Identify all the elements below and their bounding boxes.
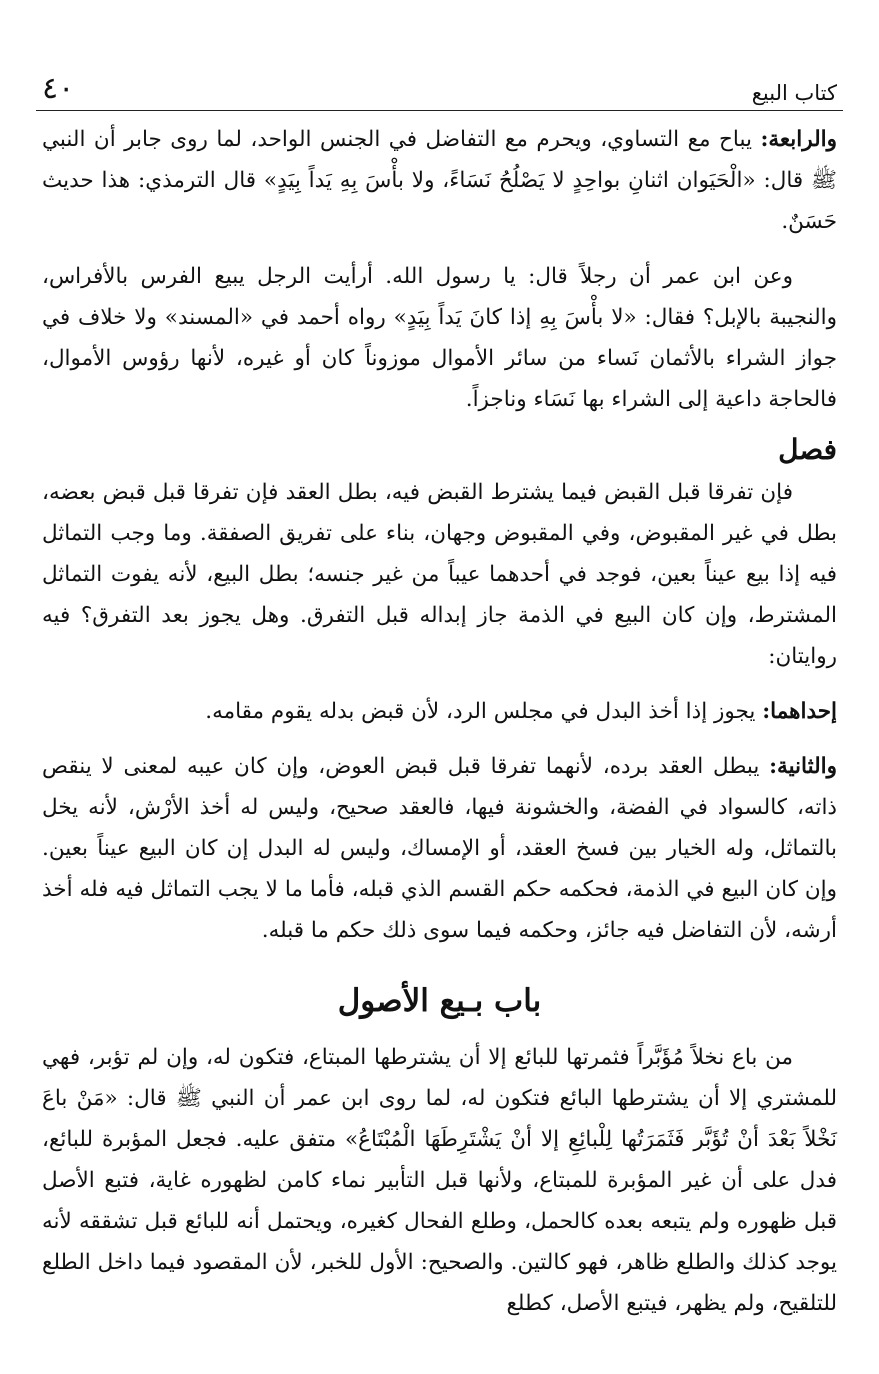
paragraph-separation-before-receipt: فإن تفرقا قبل القبض فيما يشترط القبض فيه، بطل العقد فإن تفرقا قبل قبض بعضه، بطل في غير المقبوض، وفي المقبوض وجهان، بناء على تفريق الصفقة. وما وجب التماثل فيه إذا بيع عيناً بعين، فوجد في أحدهما عيباً من غير جنسه؛ بطل البيع، لأنه يفوت التماثل المشترط، وإن كان البيع في الذمة جاز إبداله قبل التفرق. وهل يجوز بعد التفرق؟ فيه روايتان: bbox=[42, 480, 837, 669]
chapter-title: باب بـيع الأصول bbox=[337, 983, 542, 1019]
paragraph-selling-palms: من باع نخلاً مُؤَبَّراً فثمرتها للبائع إلا أن يشترطها المبتاع، فتكون له، وإن لم تؤبر، فهي للمشتري إلا أن يشترطها البائع فتكون له، لما روى ابن عمر أن النبي ﷺ قال: «مَنْ باعَ نَخْلاً بَعْدَ أنْ تُؤَبَّر فَثَمَرَتُها لِلْبائِعِ إلا أنْ يَشْتَرِطَهَا الْمُبْتَاعُ» متفق عليه. فجعل المؤبرة للبائع، فدل على أن غير المؤبرة للمبتاع، ولأنها قبل التأبير نماء كامن لظهوره غاية، فتبع الأصل قبل ظهوره ولم يتبعه بعده كالحمل، وطلع الفحال كغيره، ويحتمل أنه للبائع قبل تشققه لأنه يوجد كذلك والطلع ظاهر، فهو كالتين. والصحيح: الأول للخبر، لأن المقصود فيما داخل الطلع للتلقيح، ولم يظهر، فيتبع الأصل، كطلع bbox=[42, 1045, 837, 1316]
paragraph-text: يجوز إذا أخذ البدل في مجلس الرد، لأن قبض بدله يقوم مقامه. bbox=[205, 699, 763, 724]
paragraph-lead: إحداهما: bbox=[762, 699, 837, 724]
page-header bbox=[36, 64, 843, 111]
page-number: ٤٠ bbox=[42, 71, 75, 106]
section-title: فصل bbox=[778, 433, 837, 466]
spacer bbox=[42, 677, 837, 691]
spacer bbox=[42, 242, 837, 256]
paragraph-text: يبطل العقد برده، لأنهما تفرقا قبل قبض العوض، وإن كان عيبه لمعنى لا ينقص ذاته، كالسواد في الفضة، والخشونة فيها، فالعقد صحيح، وليس له أخذ الأرْش، لأنه يخل بالتماثل، وله الخيار بين فسخ العقد، أو الإمساك، وليس له البدل إن كان البيع عيناً بعين. وإن كان البيع في الذمة، فحكمه حكم القسم الذي قبله، فأما ما لا يجب التماثل فيه فله أخذ أرشه، لأن التفاضل فيه جائز، وحكمه فيما سوى ذلك حكم ما قبله. bbox=[42, 754, 837, 943]
paragraph-text: يباح مع التساوي، ويحرم مع التفاضل في الجنس الواحد، لما روى جابر أن النبي ﷺ قال: «الْحَيَوان اثنانِ بواحِدٍ لا يَصْلُحُ نَسَاءً، ولا بأْسَ بِهِ يَداً بِيَدٍ» قال الترمذي: هذا حديث حَسَنٌ. bbox=[42, 127, 837, 234]
paragraph-second-narration bbox=[42, 746, 837, 951]
paragraph-fourth-case bbox=[42, 119, 837, 242]
spacer bbox=[42, 732, 837, 746]
running-title: كتاب البيع bbox=[751, 81, 837, 105]
page-body bbox=[36, 111, 843, 1324]
paragraph-first-narration bbox=[42, 691, 837, 732]
paragraph-lead: والرابعة: bbox=[760, 127, 837, 152]
paragraph-ibn-umar: وعن ابن عمر أن رجلاً قال: يا رسول الله. أرأيت الرجل يبيع الفرس بالأفراس، والنجيبة بالإبل؟ فقال: «لا بأْسَ بِهِ إذا كانَ يَداً بِيَدٍ» رواه أحمد في «المسند» ولا خلاف في جواز الشراء بالأثمان نَساء من سائر الأموال موزوناً كان أو غيره، لأنها رؤوس الأموال، فالحاجة داعية إلى الشراء بها نَسَاء وناجزاً. bbox=[42, 264, 837, 412]
paragraph-lead: والثانية: bbox=[769, 754, 837, 779]
